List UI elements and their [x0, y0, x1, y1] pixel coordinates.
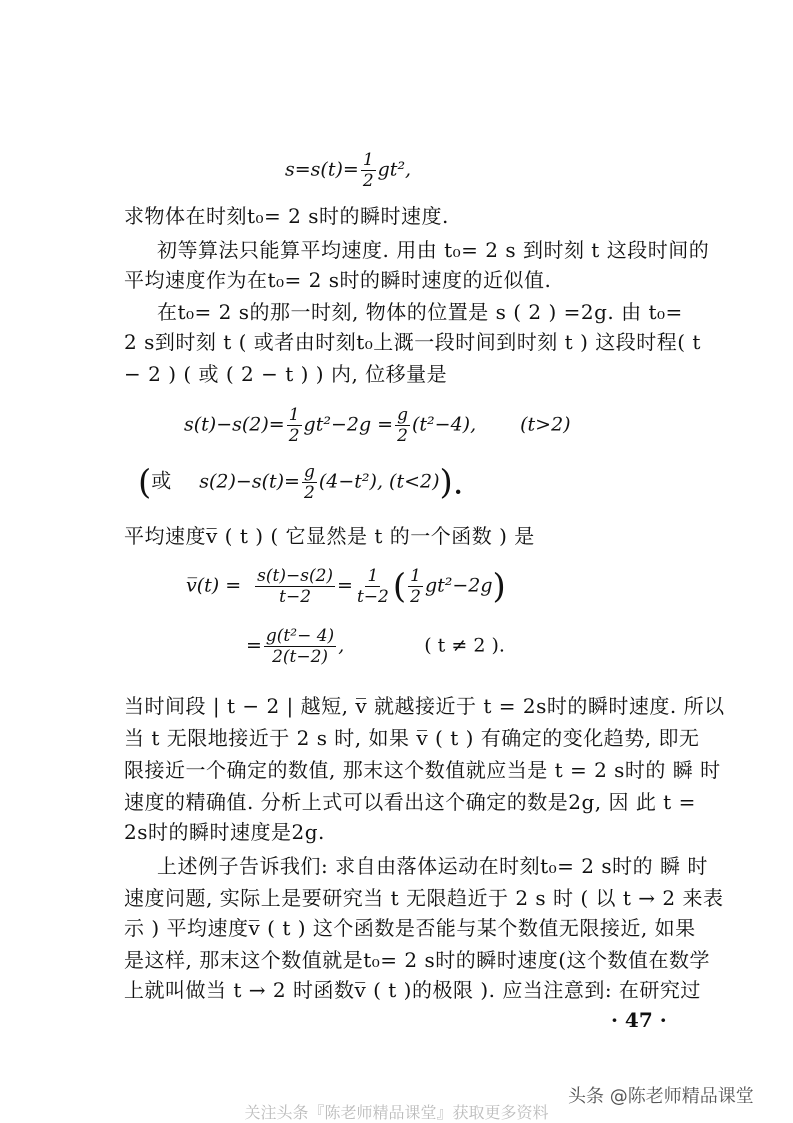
text-line-4: 在t₀= 2 s的那一时刻, 物体的位置是 s ( 2 ) =2g. 由 t₀=: [157, 300, 683, 324]
text-line-9: 当 t 无限地接近于 2 s 时, 如果 v̅ ( t ) 有确定的变化趋势, 即无: [124, 726, 700, 750]
eq2-mid: gt²−2g =: [303, 413, 394, 436]
fraction-half: [361, 150, 376, 191]
fraction-numerator: 1: [362, 150, 374, 170]
eq3-f-num: g: [303, 462, 315, 482]
eq4-f2-num: 1: [367, 566, 379, 586]
eq4-f1-den: t−2: [279, 587, 312, 607]
eq3-open-paren: (: [138, 462, 152, 503]
eq4-f3-den: 2: [410, 587, 421, 607]
eq4-fraction-2: [355, 566, 391, 607]
eq2-f2-den: 2: [397, 426, 408, 446]
equation-displacement: [184, 405, 571, 446]
eq4-equals: =: [337, 574, 353, 597]
footer-text: 关注头条『陈老师精品课堂』获取更多资料: [244, 1103, 549, 1122]
fraction-denominator: 2: [362, 171, 374, 191]
eq2-f1-den: 2: [288, 426, 300, 446]
page-number: · 47 ·: [611, 1008, 667, 1032]
text-line-17: 上就叫做当 t → 2 时函数v̅ ( t )的极限 ). 应当注意到: 在研究过: [124, 978, 701, 1002]
eq5-equals: =: [246, 634, 262, 657]
eq4-open-paren: (: [392, 566, 407, 607]
text-line-13: 上述例子告诉我们: 求自由落体运动在时刻t₀= 2 s时的 瞬 时: [157, 854, 708, 878]
equation-alternative: [138, 462, 464, 503]
equation-average-velocity: [186, 566, 506, 607]
eq2-fraction-1: [287, 405, 302, 446]
text-line-1: 求物体在时刻t₀= 2 s时的瞬时速度.: [124, 204, 449, 228]
eq2-lhs: s(t)−s(2)=: [184, 413, 285, 436]
eq5-f-den: 2(t−2): [272, 647, 329, 667]
eq5-f-num: g(t²− 4): [265, 626, 335, 646]
eq4-lhs: v̅(t) =: [186, 574, 242, 597]
formula-free-fall: [285, 150, 411, 191]
eq5-fraction: [264, 626, 336, 667]
eq4-fraction-3: [408, 566, 423, 607]
eq3-f-den: 2: [304, 483, 315, 503]
eq2-f2-num: g: [397, 405, 408, 425]
eq4-inner: gt²−2g: [424, 574, 493, 597]
text-line-10: 限接近一个确定的数值, 那末这个数值就应当是 t = 2 s时的 瞬 时: [124, 758, 721, 782]
eq4-close-paren: ): [492, 566, 506, 607]
equation-simplified: [246, 626, 505, 667]
formula-rhs: gt²,: [377, 158, 412, 181]
text-line-7: 平均速度v̅ ( t ) ( 它显然是 t 的一个函数 ) 是: [124, 524, 535, 548]
eq4-f1-num: s(t)−s(2): [257, 566, 334, 586]
text-line-16: 是这样, 那末这个数值就是t₀= 2 s时的瞬时速度(这个数值在数学: [124, 948, 711, 972]
text-line-11: 速度的精确值. 分析上式可以看出这个确定的数是2g, 因 此 t =: [124, 790, 696, 814]
watermark: 头条 @陈老师精品课堂: [562, 1080, 760, 1110]
eq3-fraction: [302, 462, 317, 503]
text-line-14: 速度问题, 实际上是要研究当 t 无限趋近于 2 s 时 ( 以 t → 2 来表: [124, 886, 724, 910]
formula-lhs: s=s(t)=: [285, 158, 359, 181]
text-line-6: − 2 ) ( 或 ( 2 − t ) ) 内, 位移量是: [124, 362, 448, 386]
eq4-fraction-1: [255, 566, 335, 607]
eq3-label: 或: [151, 468, 172, 493]
eq3-close-paren: ).: [439, 462, 464, 503]
text-line-5: 2 s到时刻 t ( 或者由时刻t₀上溉一段时间到时刻 t ) 这段时程( t: [124, 330, 701, 354]
eq5-condition: ( t ≠ 2 ).: [424, 634, 505, 657]
text-line-3: 平均速度作为在t₀= 2 s时的瞬时速度的近似值.: [124, 268, 552, 292]
eq3-rhs: (4−t²), (t<2): [318, 470, 440, 493]
eq2-fraction-2: [395, 405, 410, 446]
text-line-2: 初等算法只能算平均速度. 用由 t₀= 2 s 到时刻 t 这段时间的: [157, 238, 710, 262]
eq3-lhs: s(2)−s(t)=: [199, 470, 300, 493]
text-line-12: 2s时的瞬时速度是2g.: [124, 820, 325, 844]
text-line-15: 示 ) 平均速度v̅ ( t ) 这个函数是否能与某个数值无限接近, 如果: [124, 916, 696, 940]
eq2-f1-num: 1: [288, 405, 300, 425]
eq2-condition: (t>2): [520, 413, 571, 436]
text-line-8: 当时间段 | t − 2 | 越短, v̅ 就越接近于 t = 2s时的瞬时速度. 所以: [124, 694, 725, 718]
eq4-f3-num: 1: [410, 566, 421, 586]
eq2-rhs: (t²−4),: [411, 413, 477, 436]
eq5-comma: ,: [338, 634, 345, 657]
eq4-f2-den: t−2: [356, 587, 389, 607]
